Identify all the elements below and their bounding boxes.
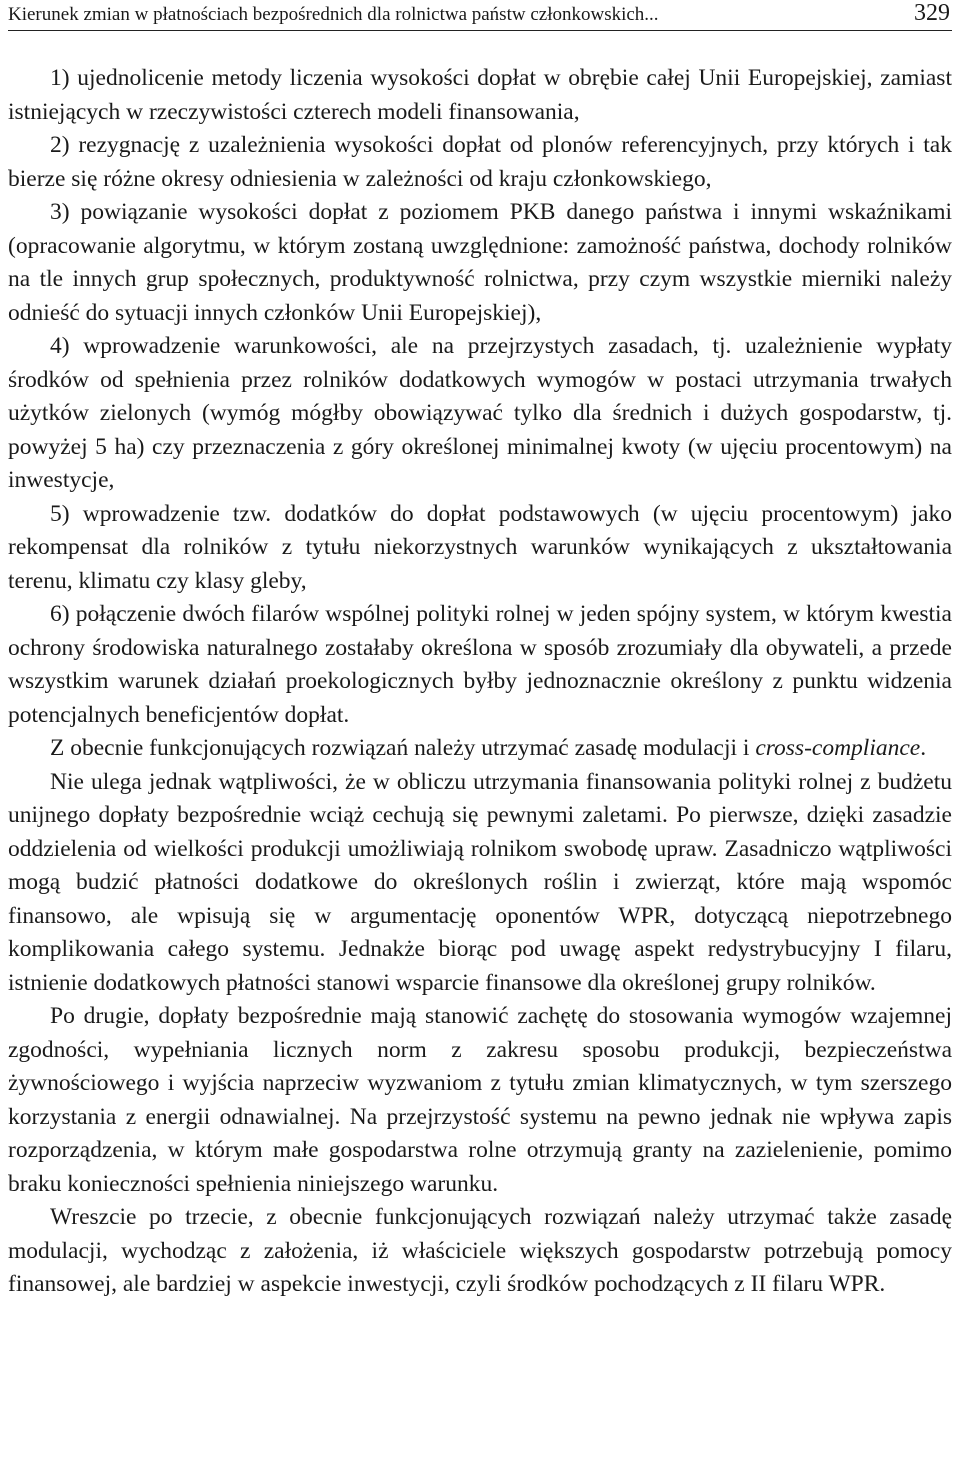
modulation-text: Z obecnie funkcjonujących rozwiązań należy utrzymać zasadę modulacji i bbox=[50, 735, 756, 761]
modulation-text-end: . bbox=[920, 735, 927, 761]
list-item-4: 4) wprowadzenie warunkowości, ale na przejrzystych zasadach, tj. uzależnienie wypłaty środków od spełnienia przez rolników dodatkowych wymogów w postaci utrzymania trwałych użytków zielonych (wymóg mógłby obowiązywać tylko dla średnich i dużych gospodarstw, tj. powyżej 5 ha) czy przeznaczenia z góry określonej minimalnej kwoty (w ujęciu procentowym) na inwestycje, bbox=[8, 333, 952, 493]
page-number: 329 bbox=[914, 0, 950, 26]
list-item-6: 6) połączenie dwóch filarów wspólnej polityki rolnej w jeden spójny system, w którym kwestia ochrony środowiska naturalnego zostałaby określona w sposób zrozumiały dla obywateli, a przede wszystkim warunek działań proekologicznych byłby jednoznacznie określony z punktu widzenia potencjalnych beneficjentów dopłat. bbox=[8, 601, 952, 728]
running-header bbox=[8, 0, 952, 31]
list-item-5: 5) wprowadzenie tzw. dodatków do dopłat podstawowych (w ujęciu procentowym) jako rekompensat dla rolników z tytułu niekorzystnych warunków wynikających z ukształtowania terenu, klimatu czy klasy gleby, bbox=[8, 500, 952, 594]
list-item-3: 3) powiązanie wysokości dopłat z poziomem PKB danego państwa i innymi wskaźnikami (opracowanie algorytmu, w którym zostaną uwzględnione: zamożność państwa, dochody rolników na tle innych grup społecznych, produktywność rolnictwa, przy czym wszystkie mierniki należy odnieść do sytuacji innych członków Unii Europejskiej), bbox=[8, 199, 952, 326]
list-item-1: 1) ujednolicenie metody liczenia wysokości dopłat w obrębie całej Unii Europejskiej, zamiast istniejących w rzeczywistości czterech modeli finansowania, bbox=[8, 65, 952, 125]
modulation-paragraph bbox=[8, 732, 952, 766]
paragraph-advantages: Nie ulega jednak wątpliwości, że w obliczu utrzymania finansowania polityki rolnej z budżetu unijnego dopłaty bezpośrednie wciąż cechują się pewnymi zaletami. Po pierwsze, dzięki zasadzie oddzielenia od wielkości produkcji umożliwiają rolnikom swobodę upraw. Zasadniczo wątpliwości mogą budzić płatności dodatkowe do określonych roślin i zwierząt, które mają wspomóc finansowo, ale wpisują się w argumentację oponentów WPR, dotyczącą niepotrzebnego komplikowania całego systemu. Jednakże biorąc pod uwagę aspekt redystrybucyjny I filaru, istnienie dodatkowych płatności stanowi wsparcie finansowe dla określonej grupy rolników. bbox=[8, 768, 952, 996]
body-text bbox=[8, 62, 952, 1302]
paragraph-third: Wreszcie po trzecie, z obecnie funkcjonujących rozwiązań należy utrzymać także zasadę modulacji, wychodząc z założenia, iż właściciele większych gospodarstw potrzebują pomocy finansowej, ale bardziej w aspekcie inwestycji, czyli środków pochodzących z II filaru WPR. bbox=[8, 1204, 952, 1297]
list-item-2: 2) rezygnację z uzależnienia wysokości dopłat od plonów referencyjnych, przy których i tak bierze się różne okresy odniesienia w zależności od kraju członkowskiego, bbox=[8, 132, 952, 192]
running-title: Kierunek zmian w płatnościach bezpośrednich dla rolnictwa państw członkowskich... bbox=[8, 4, 659, 25]
cross-compliance-term: cross-compliance bbox=[755, 735, 921, 761]
paragraph-second: Po drugie, dopłaty bezpośrednie mają stanowić zachętę do stosowania wymogów wzajemnej zgodności, wypełniania licznych norm z zakresu sposobu produkcji, bezpieczeństwa żywnościowego i wyjścia naprzeciw wyzwaniom z tytułu zmian klimatycznych, w tym szerszego korzystania z energii odnawialnej. Na przejrzystość systemu na pewno jednak nie wpływa zapis rozporządzenia, w którym małe gospodarstwa rolne otrzymują granty na zazielenienie, pomimo braku konieczności spełnienia niniejszego warunku. bbox=[8, 1003, 952, 1197]
